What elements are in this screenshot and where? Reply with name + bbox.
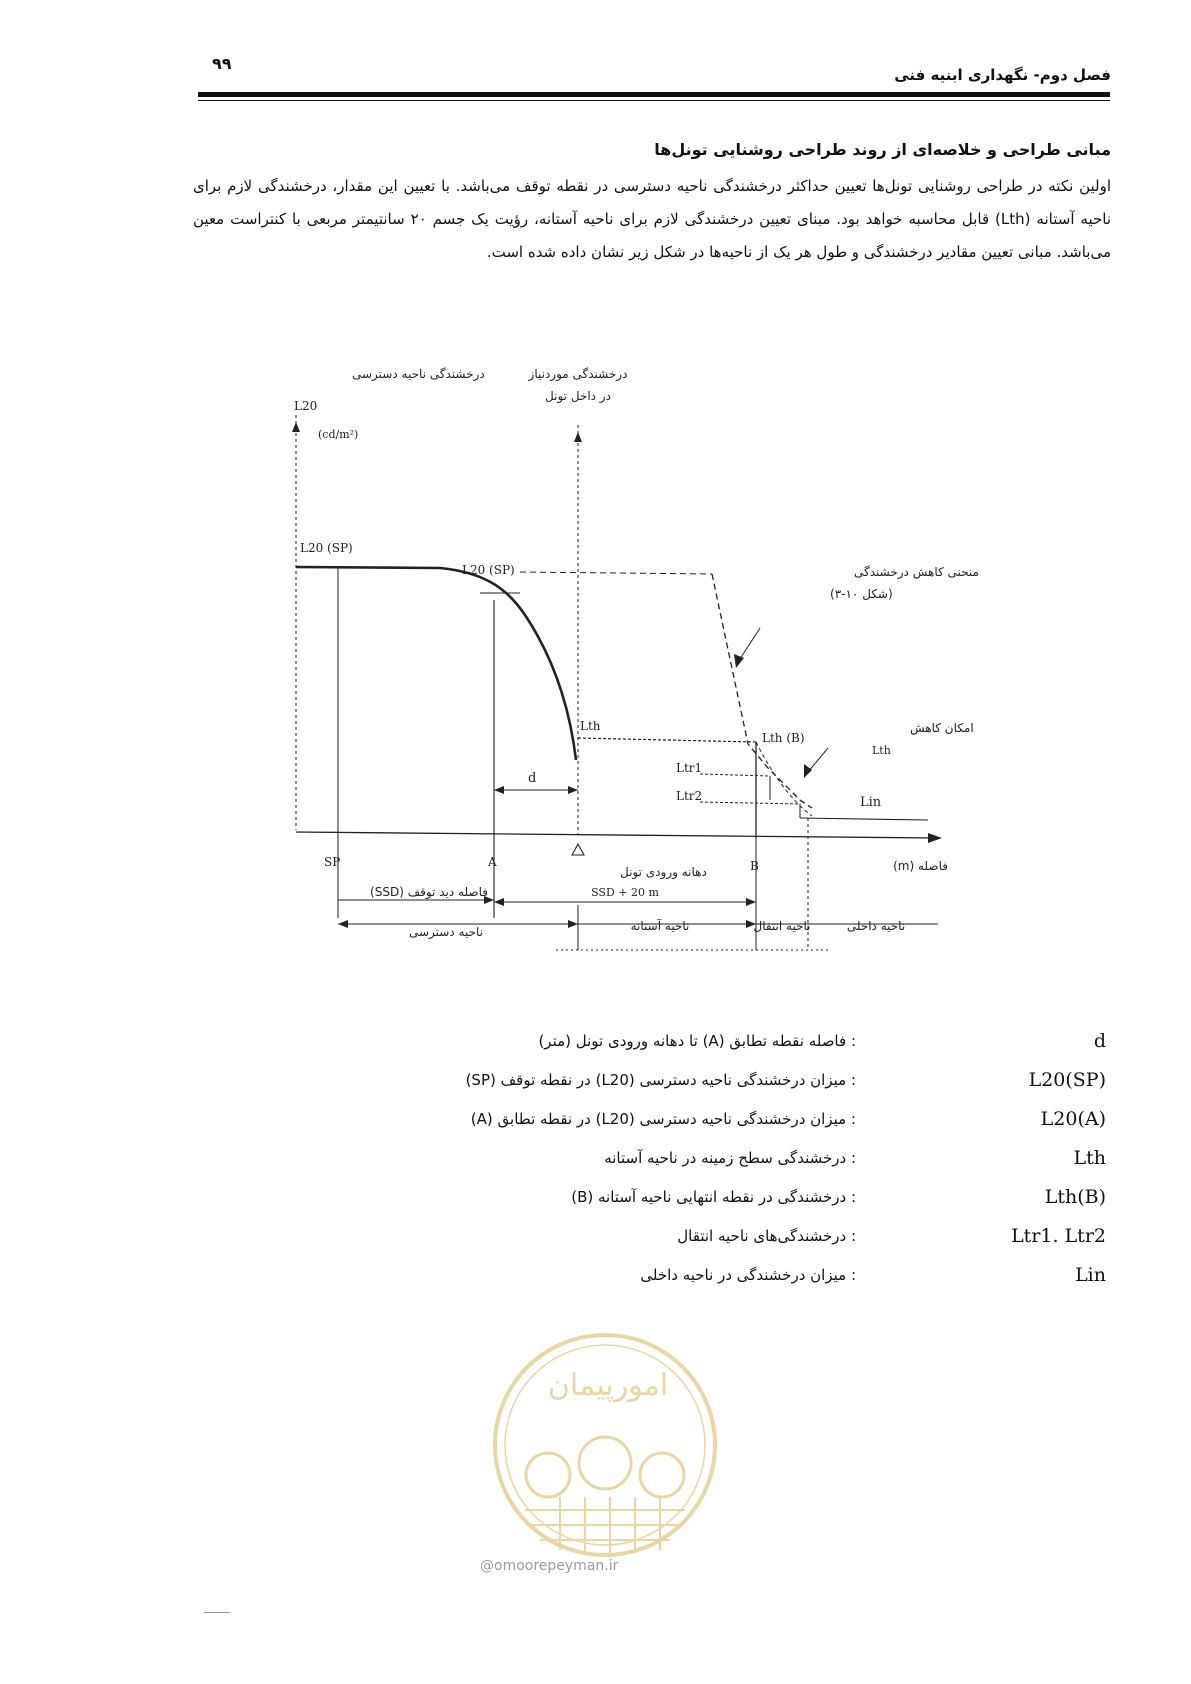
d-label: d: [528, 771, 537, 786]
center-axis-arrow: [574, 432, 582, 442]
zone-access-label: ناحیه دسترسی: [409, 925, 483, 939]
luminance-diagram: [190, 350, 979, 950]
legend-desc: : درخشندگی در نقطه انتهایی ناحیه آستانه (B): [571, 1188, 856, 1206]
legend-term: Lth: [1073, 1147, 1106, 1169]
watermark-logo: [490, 1325, 720, 1575]
intro-paragraph: اولین نکته در طراحی روشنایی تونل‌ها تعیین حداکثر درخشندگی ناحیه دسترسی در نقطه توقف می‌باشد. با تعیین این مقدار، درخشندگی لازم برای ناحیه آستانه (Lth) قابل محاسبه خواهد بود. مبنای تعیین درخشندگی لازم برای ناحیه آستانه، رؤیت یک جسم ۲۰ سانتیمتر مربعی با کنتراست معین می‌باشد. مبانی تعیین مقادیر درخشندگی و طول هر یک از ناحیه‌ها در شکل زیر نشان داده شده است.: [193, 177, 1111, 261]
left-axis-arrow: [292, 422, 300, 432]
d-arrow-right: [568, 786, 578, 794]
distance-axis-arrow: [928, 833, 942, 843]
distance-axis: [296, 832, 938, 838]
legend-desc: : میزان درخشندگی ناحیه دسترسی (L20) در نقطه تطابق (A): [470, 1110, 856, 1128]
legend-term: Lth(B): [1044, 1186, 1106, 1208]
legend-desc: : درخشندگی‌های ناحیه انتقال: [677, 1227, 856, 1245]
l20-sp-label: L20 (SP): [300, 541, 353, 555]
sp-label: SP: [324, 855, 341, 869]
legend-desc: : میزان درخشندگی ناحیه دسترسی (L20) در نقطه توقف (SP): [465, 1071, 856, 1089]
zone-interior-label: ناحیه داخلی: [846, 919, 906, 933]
section-heading: مبانی طراحی و خلاصه‌ای از روند طراحی روشنایی تونل‌ها: [654, 140, 1111, 159]
reduction-possibility-curve: [756, 742, 812, 816]
legend-row: [190, 1147, 1106, 1185]
ltr1-label: Ltr1: [676, 761, 703, 775]
header-rule-thin: [198, 100, 1110, 101]
entrance-triangle: [572, 844, 584, 855]
lin-level-line: [800, 818, 928, 820]
page-number: ۹۹: [212, 54, 232, 73]
l20-axis-label: L20: [294, 399, 318, 413]
legend-term: d: [1093, 1030, 1106, 1052]
required-luminance-label-2: در داخل تونل: [545, 389, 611, 403]
ltr2-level-line: [700, 802, 800, 804]
ssd-label: (SSD) فاصله دید توقف: [370, 885, 488, 899]
l20-sp-curve-label: L20 (SP): [462, 563, 515, 577]
lth-right-label: Lth: [872, 744, 891, 757]
curve-leader-line: [738, 628, 760, 662]
curve-leader-arrow: [734, 654, 744, 668]
lth-level-line: [578, 738, 756, 742]
ltr1-level-line: [700, 774, 770, 776]
watermark-text: امورپیمان: [547, 1368, 669, 1403]
legend-row: [190, 1186, 1106, 1224]
d-arrow-left: [494, 786, 504, 794]
legend-row: [190, 1030, 1106, 1068]
legend-row: [190, 1225, 1106, 1263]
lin-label: Lin: [860, 795, 882, 810]
lth-b-label: Lth (B): [762, 731, 805, 745]
ltr2-label: Ltr2: [676, 789, 703, 803]
lth-label: Lth: [580, 719, 601, 733]
legend-desc: : فاصله نقطه تطابق (A) تا دهانه ورودی تونل (متر): [538, 1032, 856, 1050]
unit-label: (cd/m²): [318, 428, 359, 441]
legend-row: [190, 1264, 1106, 1302]
zone-arrow-2: [568, 920, 578, 928]
reduction-leader-line: [808, 748, 828, 772]
legend-desc: : میزان درخشندگی در ناحیه داخلی: [640, 1266, 856, 1284]
legend-term: Lin: [1075, 1264, 1106, 1286]
ssd20-arrow-left: [494, 898, 504, 906]
zone-transition-label: ناحیه انتقال: [753, 919, 811, 933]
a-label: A: [488, 855, 497, 869]
reduction-leader-arrow: [804, 764, 812, 778]
decay-curve-label-1: منحنی کاهش درخشندگی: [854, 565, 979, 579]
reduction-label: امکان کاهش: [910, 721, 974, 735]
distance-label: (m) فاصله: [893, 859, 948, 873]
legend-term: L20(SP): [1028, 1069, 1106, 1091]
zone-arrow-1: [338, 920, 348, 928]
b-label: B: [750, 859, 759, 873]
legend-row: [190, 1069, 1106, 1107]
chapter-title: فصل دوم- نگهداری ابنیه فنی: [894, 66, 1111, 84]
zone-threshold-label: ناحیه آستانه: [630, 919, 690, 933]
legend-term: Ltr1. Ltr2: [1011, 1225, 1106, 1247]
required-luminance-label-1: درخشندگی موردنیاز: [528, 367, 628, 381]
header-rule: [198, 92, 1110, 97]
ssd20-arrow-right: [746, 898, 756, 906]
required-luminance-curve: [712, 574, 812, 808]
entrance-label: دهانه ورودی تونل: [620, 865, 707, 879]
l20-dashed-extension: [520, 572, 712, 574]
legend-term: L20(A): [1040, 1108, 1106, 1130]
decay-curve-label-2: (شکل ۱۰-۳): [830, 587, 893, 601]
legend-row: [190, 1108, 1106, 1146]
ssd20-label: SSD + 20 m: [591, 886, 659, 899]
legend-desc: : درخشندگی سطح زمینه در ناحیه آستانه: [604, 1149, 856, 1167]
watermark-url: @omoorepeyman.ir: [480, 1558, 619, 1574]
access-luminance-label: درخشندگی ناحیه دسترسی: [352, 367, 485, 381]
corner-mark: [204, 1612, 230, 1613]
